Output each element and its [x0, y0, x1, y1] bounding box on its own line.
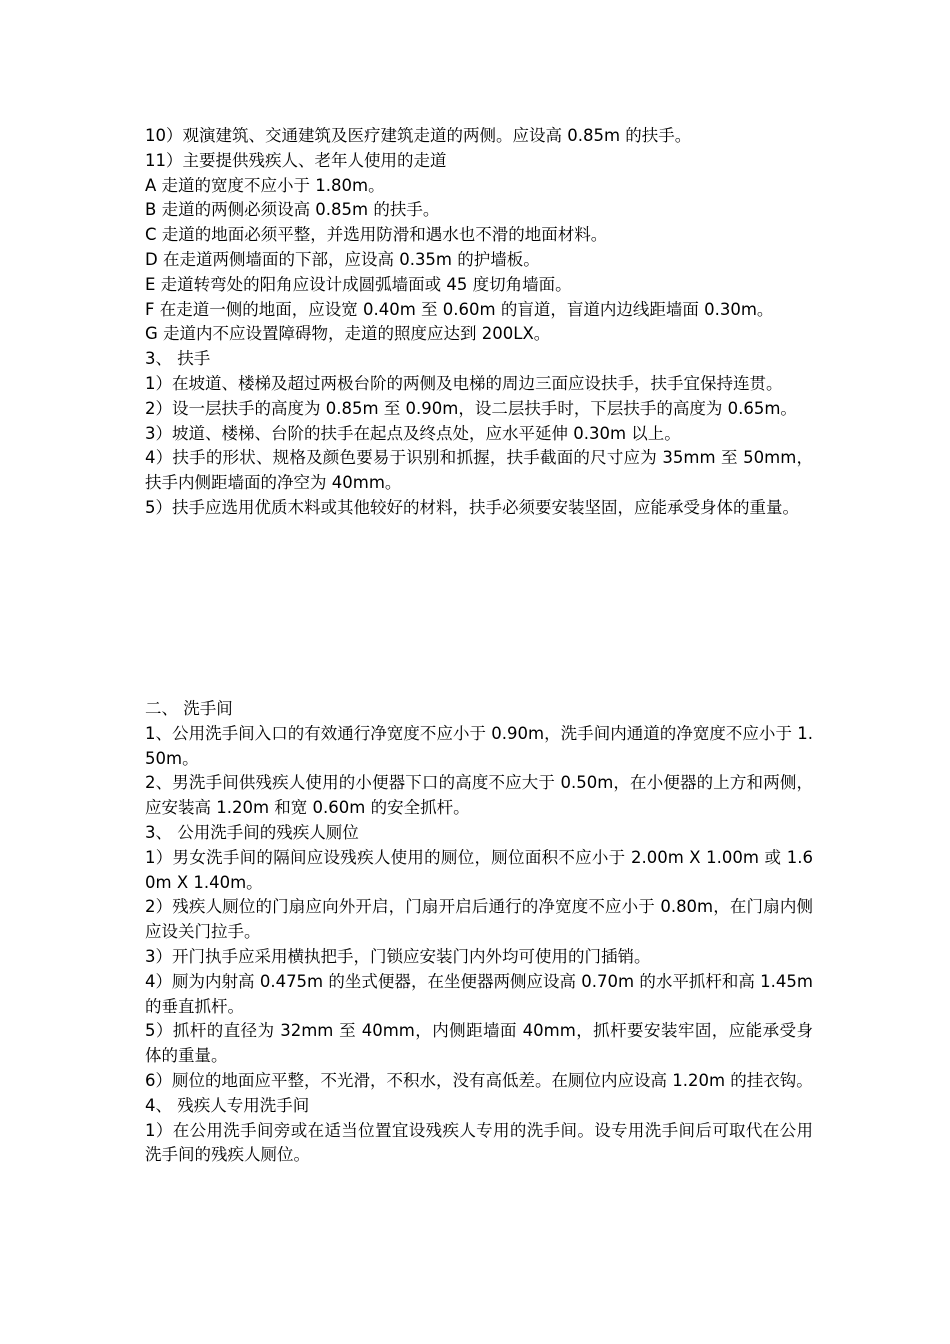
- paragraph: 1、公用洗手间入口的有效通行净宽度不应小于 0.90m，洗手间内通道的净宽度不应小于 1.50m。: [145, 723, 813, 768]
- paragraph: 3）开门执手应采用横执把手，门锁应安装门内外均可使用的门插销。: [145, 946, 651, 966]
- paragraph: 5）抓杆的直径为 32mm 至 40mm，内侧距墙面 40mm，抓杆要安装牢固，应能承受身体的重量。: [145, 1021, 813, 1066]
- paragraph: 10）观演建筑、交通建筑及医疗建筑走道的两侧。应设高 0.85m 的扶手。: [145, 126, 692, 145]
- section-heading: 二、 洗手间: [145, 699, 233, 718]
- section-corridor-handrail: [145, 124, 813, 521]
- paragraph: 2）设一层扶手的高度为 0.85m 至 0.90m，设二层扶手时，下层扶手的高度为 0.65m。: [145, 398, 797, 418]
- paragraph: E 走道转弯处的阳角应设计成圆弧墙面或 45 度切角墙面。: [145, 274, 572, 294]
- paragraph: B 走道的两侧必须设高 0.85m 的扶手。: [145, 200, 440, 220]
- paragraph: 11）主要提供残疾人、老年人使用的走道: [145, 150, 447, 170]
- paragraph: 4）厕为内射高 0.475m 的坐式便器，在坐便器两侧应设高 0.70m 的水平抓杆和高 1.45m 的垂直抓杆。: [145, 971, 813, 1016]
- section-heading: 3、 扶手: [145, 349, 211, 369]
- paragraph: C 走道的地面必须平整，并选用防滑和遇水也不滑的地面材料。: [145, 225, 608, 245]
- paragraph: 5）扶手应选用优质木料或其他较好的材料，扶手必须要安装坚固，应能承受身体的重量。: [145, 497, 799, 517]
- section-heading: 4、 残疾人专用洗手间: [145, 1095, 310, 1115]
- paragraph: 3）坡道、楼梯、台阶的扶手在起点及终点处，应水平延伸 0.30m 以上。: [145, 423, 681, 443]
- paragraph: G 走道内不应设置障碍物，走道的照度应达到 200LX。: [145, 324, 551, 344]
- section-washroom: [145, 697, 813, 1168]
- paragraph: 2）残疾人厕位的门扇应向外开启，门扇开启后通行的净宽度不应小于 0.80m，在门扇内侧应设关门拉手。: [145, 897, 813, 942]
- paragraph: 2、男洗手间供残疾人使用的小便器下口的高度不应大于 0.50m，在小便器的上方和两侧，应安装高 1.20m 和宽 0.60m 的安全抓杆。: [145, 773, 813, 818]
- paragraph: F 在走道一侧的地面，应设宽 0.40m 至 0.60m 的盲道，盲道内边线距墙面 0.30m。: [145, 299, 774, 319]
- paragraph: A 走道的宽度不应小于 1.80m。: [145, 175, 385, 195]
- paragraph: 1）男女洗手间的隔间应设残疾人使用的厕位，厕位面积不应小于 2.00m X 1.00m 或 1.60m X 1.40m。: [145, 847, 813, 892]
- paragraph: D 在走道两侧墙面的下部，应设高 0.35m 的护墙板。: [145, 249, 540, 269]
- paragraph: 1）在坡道、楼梯及超过两极台阶的两侧及电梯的周边三面应设扶手，扶手宜保持连贯。: [145, 373, 783, 393]
- paragraph: 4）扶手的形状、规格及颜色要易于识别和抓握，扶手截面的尺寸应为 35mm 至 50mm，扶手内侧距墙面的净空为 40mm。: [145, 448, 813, 493]
- paragraph: 6）厕位的地面应平整，不光滑，不积水，没有高低差。在厕位内应设高 1.20m 的挂衣钩。: [145, 1070, 813, 1090]
- paragraph: 1）在公用洗手间旁或在适当位置宜设残疾人专用的洗手间。设专用洗手间后可取代在公用洗手间的残疾人厕位。: [145, 1120, 813, 1165]
- section-heading: 3、 公用洗手间的残疾人厕位: [145, 822, 359, 842]
